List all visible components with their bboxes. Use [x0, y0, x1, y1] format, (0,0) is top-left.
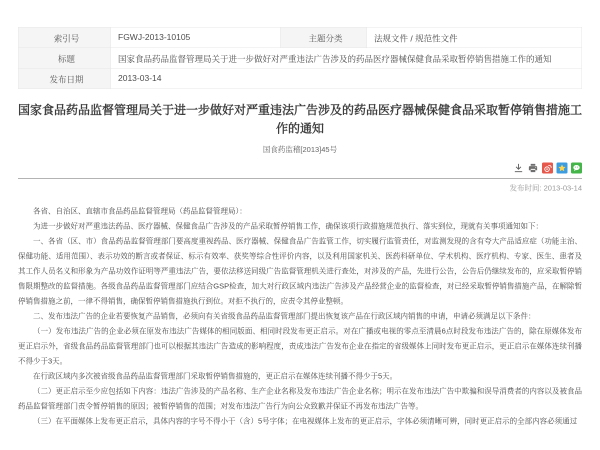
- article-paragraph: （三）在平面媒体上发布更正启示，具体内容的字号不得小于（含）5号字体；在电视媒体上发布的更正启示，字体必须清晰可辨，同时更正启示的全部内容必须通过: [33, 417, 578, 426]
- meta-row-title: [18, 48, 582, 69]
- meta-value-index: FGWJ-2013-10105: [111, 27, 281, 48]
- meta-label-index: 索引号: [18, 27, 111, 48]
- article-body: [18, 204, 582, 429]
- article-paragraph: 二、发布违法广告的企业若要恢复产品销售，必须向有关省级食品药品监督管理部门提出恢复该产品在行政区域内销售的申请，申请必须满足以下条件：: [33, 312, 536, 321]
- meta-label-category: 主题分类: [280, 27, 367, 48]
- download-icon[interactable]: [513, 163, 524, 174]
- meta-label-date: 发布日期: [18, 68, 111, 89]
- document-meta-table: [18, 27, 582, 89]
- printer-icon[interactable]: [528, 163, 539, 174]
- wechat-share-icon[interactable]: [571, 163, 582, 174]
- article-paragraph: （一）发布违法广告的企业必须在原发布违法广告媒体的相同版面、相同时段发布更正启示。对在广播或电视的零点至清晨6点时段发布违法广告的，除在原媒体发布更正启示外，省级食品药品监督管理部门也可以根据其违法广告造成的影响程度，责成违法广告发布企业在指定的省级媒体上同时发布更正启示，更正启示在媒体连续刊播不得少于3天。: [18, 327, 582, 366]
- publish-time: [18, 184, 582, 193]
- article-paragraph: 在行政区域内多次被省级食品药品监督管理部门采取暂停销售措施的，更正启示在媒体连续刊播不得少于5天。: [33, 372, 398, 381]
- divider: [18, 178, 582, 179]
- publish-time-label: 发布时间:: [509, 184, 542, 193]
- page-title: 国家食品药品监督管理局关于进一步做好对严重违法广告涉及的药品医疗器械保健食品采取暂停销售措施工作的通知: [18, 103, 582, 136]
- meta-value-date: 2013-03-14: [111, 68, 582, 89]
- publish-time-value: 2013-03-14: [543, 184, 582, 193]
- toolbar: [18, 162, 582, 174]
- meta-row-index-category: [18, 27, 582, 48]
- document-number: 国食药监稽[2013]45号: [262, 145, 338, 154]
- qzone-star-share-icon[interactable]: [557, 163, 568, 174]
- weibo-share-icon[interactable]: [542, 163, 553, 174]
- meta-value-category: 法规文件 / 规范性文件: [367, 27, 582, 48]
- article-paragraph: 为进一步做好对严重违法药品、医疗器械、保健食品广告涉及的产品采取暂停销售工作，确保该项行政措施规范执行、落实到位，现就有关事项通知如下：: [33, 222, 544, 231]
- meta-row-date: [18, 68, 582, 89]
- article-paragraph: 各省、自治区、直辖市食品药品监督管理局（药品监督管理局）：: [33, 207, 247, 216]
- meta-label-title: 标题: [18, 48, 111, 69]
- article-paragraph: 一、各省（区、市）食品药品监督管理部门要高度重视药品、医疗器械、保健食品广告监管工作，切实履行监管责任，对监测发现的含有夸大产品适应症（功能主治、保健功能、适用范围）、表示功效的断言或者保证、标示有效率、获奖等综合性评价内容，以及利用国家机关、医药科研单位、学术机构、医疗机构、专家、医生、患者及其工作人员名义和形象为产品功效作证明等严重违法广告，要依法移送同级广告监督管理机关进行查处，对涉及的产品，先进行公告，公告后仍继续发布的，应采取暂停销售限期整改的监督措施。各级食品药品监督管理部门应结合GSP检查，加大对行政区域内违法广告涉及产品经营企业的监督检查，对已经采取暂停销售措施产品，在解除暂停销售措施之前，一律不得销售，确保暂停销售措施执行到位。对拒不执行的，应责令其停业整顿。: [18, 237, 582, 306]
- meta-value-title: 国家食品药品监督管理局关于进一步做好对严重违法广告涉及的药品医疗器械保健食品采取暂停销售措施工作的通知: [111, 48, 582, 69]
- article-paragraph: （二）更正启示至少应包括如下内容：违法广告涉及的产品名称、生产企业名称及发布违法广告企业名称；明示在发布违法广告中欺骗和误导消费者的内容以及被食品药品监督管理部门责令暂停销售的原因；被暂停销售的范围；对发布违法广告行为向公众致歉并保证不再发布违法广告等。: [18, 387, 582, 411]
